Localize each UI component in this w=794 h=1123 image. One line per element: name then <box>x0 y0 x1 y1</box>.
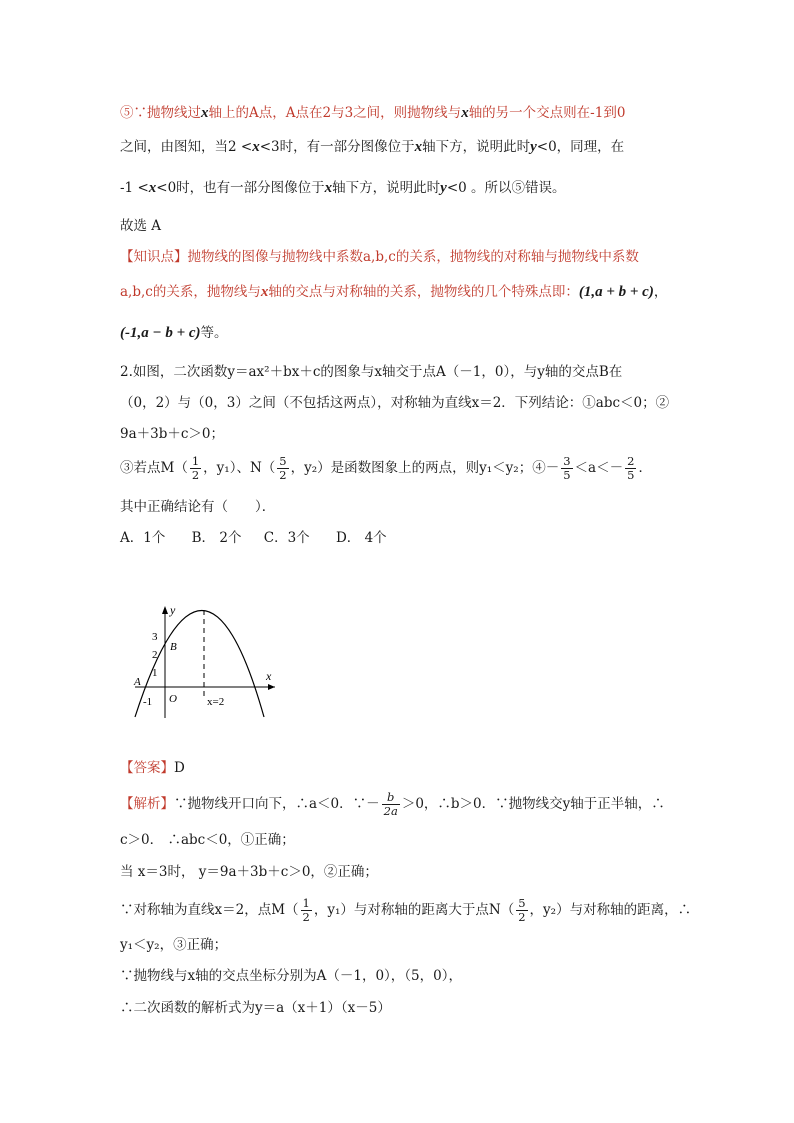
section5-line2: 之间，由图知，当2 <x<3时，有一部分图像位于x轴下方，说明此时y<0，同理，在 <box>120 139 625 155</box>
fraction-m2: $\frac{1}{2}$ <box>302 896 310 924</box>
option-a: A．1个 <box>120 530 166 546</box>
tick-3: 3 <box>152 631 158 643</box>
option-d: D． 4个 <box>335 530 387 546</box>
analysis-line7: ∴二次函数的解析式为y＝a（x＋1）（x－5） <box>120 1000 391 1016</box>
parabola-curve <box>135 611 264 718</box>
section5-line3: -1 <x<0时，也有一部分图像位于x轴下方，说明此时y<0 。所以⑤错误。 <box>120 180 566 196</box>
analysis-line5: y₁＜y₂，③正确； <box>120 937 228 953</box>
analysis-line3: 当 x＝3时， y＝9a＋3b＋c＞0，②正确； <box>120 864 378 880</box>
point-a-label: A <box>134 676 141 688</box>
point-b-label: B <box>170 641 177 653</box>
fraction-three-fifths: $\frac{3}{5}$ <box>563 454 571 482</box>
tick-1: 1 <box>152 667 158 679</box>
fraction-b-over-2a: $\frac{b}{2a}$ <box>383 790 398 818</box>
knowledge-line3: (-1,a − b + c)等。 <box>120 325 228 341</box>
problem-line2: （0，2）与（0，3）之间（不包括这两点），对称轴为直线x＝2．下列结论：①abc＜0；② <box>120 395 670 411</box>
x-axis-label: x <box>266 669 272 683</box>
option-c: C．3个 <box>263 530 310 546</box>
analysis-line6: ∵抛物线与x轴的交点坐标分别为A（－1，0），（5，0）， <box>120 968 462 984</box>
parabola-figure <box>125 596 285 722</box>
knowledge-line2: a,b,c的关系，抛物线与x轴的交点与对称轴的关系，抛物线的几个特殊点即：(1,a + b + c)， <box>120 284 668 300</box>
fraction-m: $\frac{1}{2}$ <box>191 454 200 482</box>
section5-line1: ⑤∵抛物线过x轴上的A点，A点在2与3之间，则抛物线与x轴的另一个交点则在-1到0 <box>120 105 626 121</box>
symmetry-axis-label: x=2 <box>207 696 225 708</box>
problem-line1: 2.如图，二次函数y＝ax²＋bx＋c的图象与x轴交于点A（－1，0），与y轴的交点B在 <box>120 364 623 380</box>
option-b: B． 2个 <box>191 530 242 546</box>
tick-2: 2 <box>152 649 158 661</box>
select-answer: 故选 A <box>120 218 162 234</box>
options-row <box>120 528 387 548</box>
problem-line5: 其中正确结论有（ ）． <box>120 499 276 515</box>
problem-line3: 9a＋3b＋c＞0； <box>120 426 225 442</box>
problem-line4: ③若点M（ $\frac{1}{2}$ ，y₁）、N（ $\frac{5}{2}$ ，y₂）是函数图象上的两点，则y₁＜y₂；④－ $\frac{3}{5}$ ＜a＜－ $\frac{2}{5}$ ． <box>120 454 652 482</box>
analysis-line1: 【解析】∵抛物线开口向下，∴a＜0．∵－ $\frac{b}{2a}$ ＞0，∴b＞0．∵抛物线交y轴于正半轴，∴ <box>120 790 665 818</box>
knowledge-line1: 【知识点】抛物线的图像与抛物线中系数a,b,c的关系，抛物线的对称轴与抛物线中系数 <box>120 249 639 265</box>
origin-label: O <box>169 693 177 705</box>
y-axis-arrow-icon <box>162 606 168 614</box>
fraction-n2: $\frac{5}{2}$ <box>518 896 526 924</box>
y-axis-label: y <box>170 603 176 617</box>
analysis-line2: c＞0． ∴abc＜0，①正确； <box>120 832 295 848</box>
analysis-line4: ∵对称轴为直线x＝2，点M（ $\frac{1}{2}$ ，y₁）与对称轴的距离大于点N（ $\frac{5}{2}$ ，y₂）与对称轴的距离，∴ <box>120 896 692 924</box>
answer-line: 【答案】D <box>120 760 185 776</box>
x-axis-arrow-icon <box>268 684 275 690</box>
tick-minus-1: -1 <box>143 696 153 708</box>
fraction-two-fifths: $\frac{2}{5}$ <box>627 454 635 482</box>
fraction-n: $\frac{5}{2}$ <box>279 454 287 482</box>
